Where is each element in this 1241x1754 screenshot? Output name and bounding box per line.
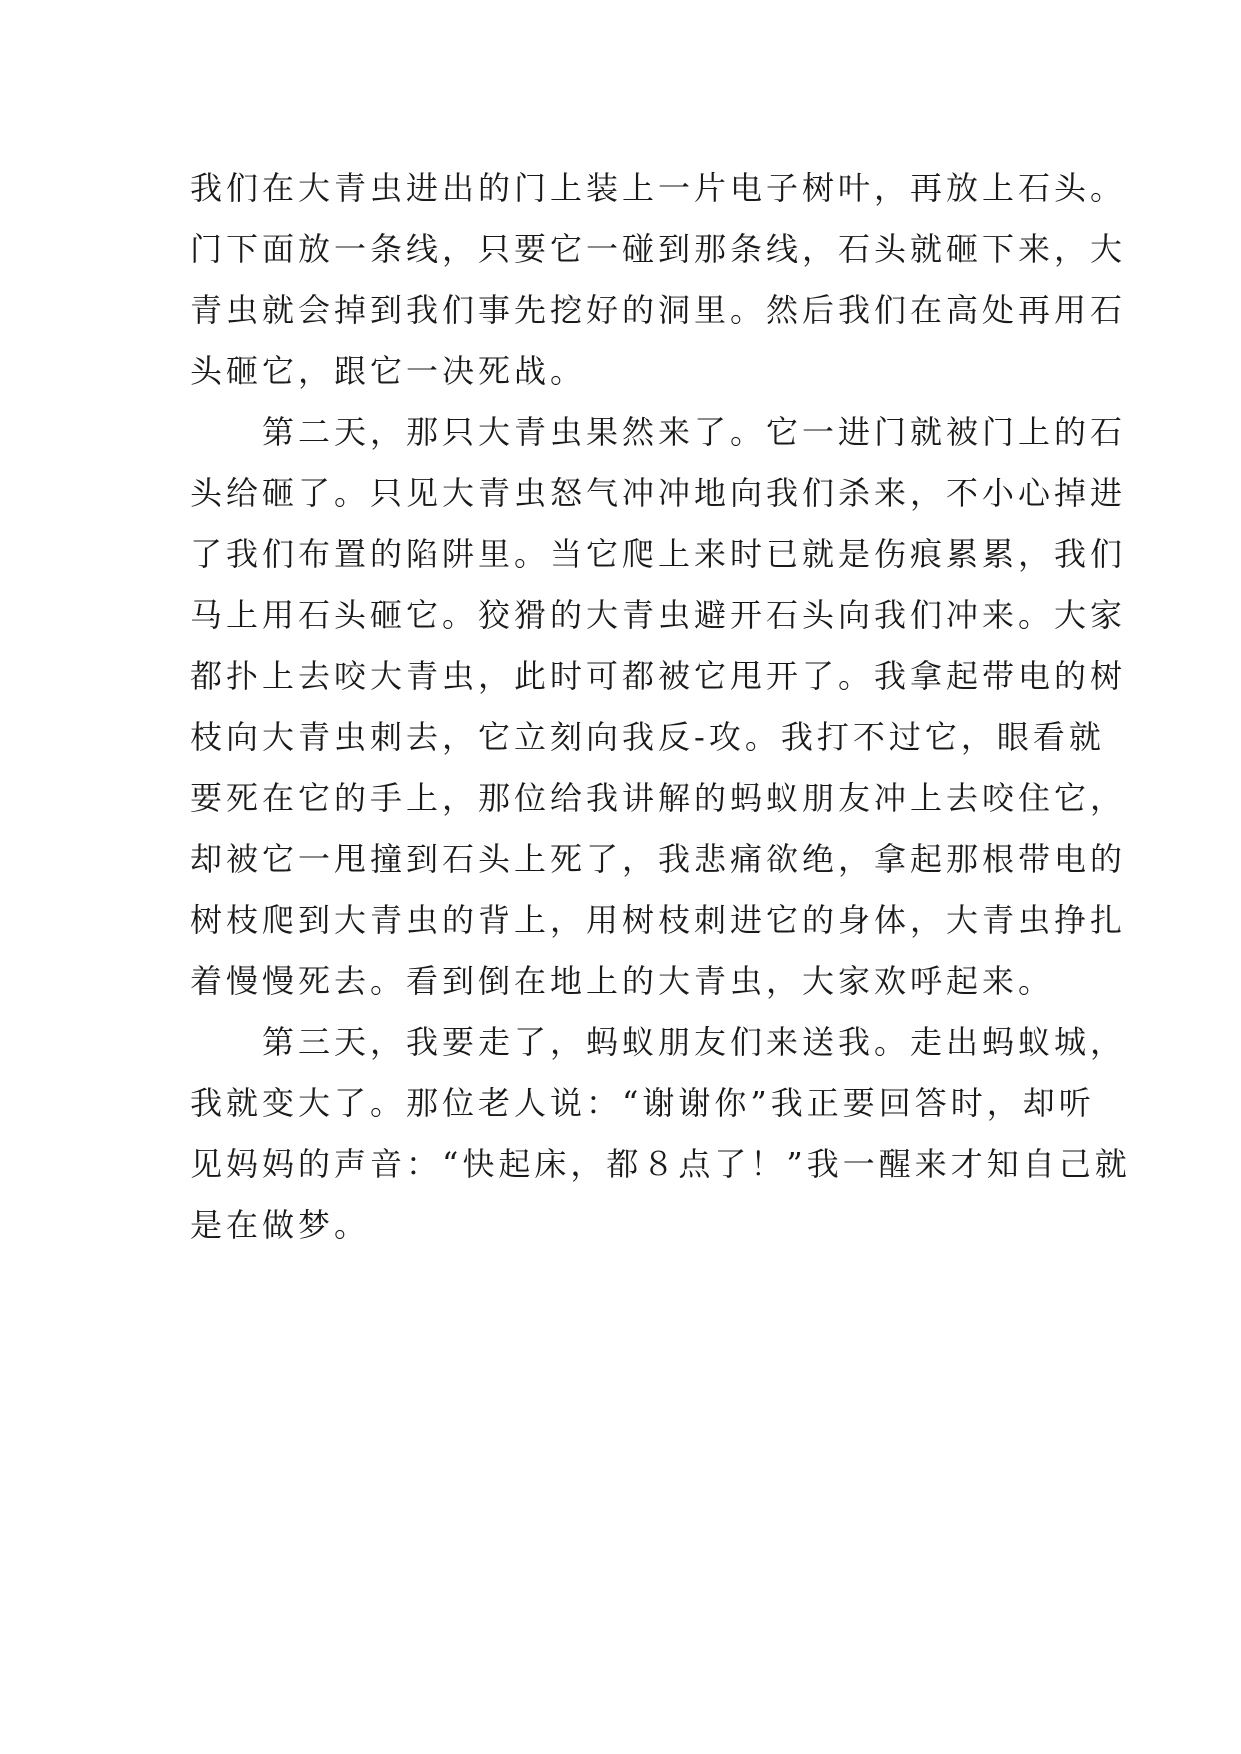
text-line: 第三天，我要走了，蚂蚁朋友们来送我。走出蚂蚁城， xyxy=(190,1023,1127,1061)
text-line: 树枝爬到大青虫的背上，用树枝刺进它的身体，大青虫挣扎 xyxy=(190,901,1127,939)
text-line: 青虫就会掉到我们事先挖好的洞里。然后我们在高处再用石 xyxy=(190,291,1127,329)
text-line: 门下面放一条线，只要它一碰到那条线，石头就砸下来，大 xyxy=(190,230,1127,268)
text-line: 我就变大了。那位老人说：“谢谢你”我正要回答时，却听 xyxy=(190,1084,1095,1122)
text-line: 要死在它的手上，那位给我讲解的蚂蚁朋友冲上去咬住它， xyxy=(190,779,1127,817)
text-line: 是在做梦。 xyxy=(190,1206,371,1244)
text-line: 见妈妈的声音：“快起床，都８点了！”我一醒来才知自己就 xyxy=(190,1145,1131,1183)
text-line: 了我们布置的陷阱里。当它爬上来时已就是伤痕累累，我们 xyxy=(190,535,1127,573)
text-line: 着慢慢死去。看到倒在地上的大青虫，大家欢呼起来。 xyxy=(190,962,1055,1000)
text-line: 枝向大青虫刺去，它立刻向我反-攻。我打不过它，眼看就 xyxy=(190,718,1105,756)
text-line: 头砸它，跟它一决死战。 xyxy=(190,352,587,390)
text-line: 却被它一甩撞到石头上死了，我悲痛欲绝，拿起那根带电的 xyxy=(190,840,1127,878)
document-body xyxy=(190,158,1131,1256)
text-line: 头给砸了。只见大青虫怒气冲冲地向我们杀来，不小心掉进 xyxy=(190,474,1127,512)
text-line: 第二天，那只大青虫果然来了。它一进门就被门上的石 xyxy=(190,413,1127,451)
text-line: 都扑上去咬大青虫，此时可都被它甩开了。我拿起带电的树 xyxy=(190,657,1127,695)
text-line: 马上用石头砸它。狡猾的大青虫避开石头向我们冲来。大家 xyxy=(190,596,1127,634)
text-line: 我们在大青虫进出的门上装上一片电子树叶，再放上石头。 xyxy=(190,169,1127,207)
